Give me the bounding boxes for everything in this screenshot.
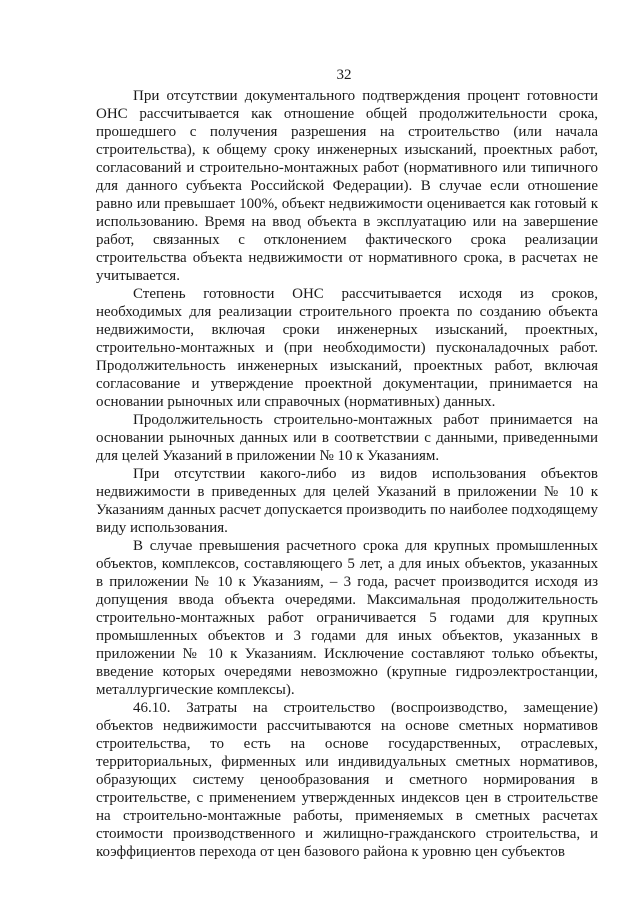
paragraph-readiness-without-docs: При отсутствии документального подтверждения процент готовности ОНС рассчитывается как отношение общей продолжительности срока, прошедшего с получения разрешения на строительство (или начала строительства), к общему сроку инженерных изысканий, проектных работ, согласований и строительно-монтажных работ (нормативного или типичного для данного субъекта Российской Федерации). В случае если отношение равно или превышает 100%, объект недвижимости оценивается как готовый к использованию. Время на ввод объекта в эксплуатацию или на завершение работ, связанных с отклонением фактического срока реализации строительства объекта недвижимости от нормативного срока, в расчетах не учитывается. <box>96 88 598 284</box>
paragraph-missing-usage-type: При отсутствии какого-либо из видов использования объектов недвижимости в приведенных для целей Указаний в приложении № 10 к Указаниям данных расчет допускается производить по наиболее подходящему виду использования. <box>96 466 598 536</box>
paragraph-construction-costs: 46.10. Затраты на строительство (воспроизводство, замещение) объектов недвижимости рассчитываются на основе сметных нормативов строительства, то есть на основе государственных, отраслевых, территориальных, фирменных или индивидуальных сметных нормативов, образующих систему ценообразования и сметного нормирования в строительстве, с применением утвержденных индексов цен в строительстве на строительно-монтажные работы, применяемых в сметных расчетах стоимости производственного и жилищно-гражданского строительства, и коэффициентов перехода от цен базового района к уровню цен субъектов <box>96 700 598 860</box>
paragraph-construction-duration: Продолжительность строительно-монтажных работ принимается на основании рыночных данных или в соответствии с данными, приведенными для целей Указаний в приложении № 10 к Указаниям. <box>96 412 598 464</box>
paragraph-readiness-degree: Степень готовности ОНС рассчитывается исходя из сроков, необходимых для реализации строительного проекта по созданию объекта недвижимости, включая сроки инженерных изысканий, проектных, строительно-монтажных и (при необходимости) пусконаладочных работ. Продолжительность инженерных изысканий, проектных работ, включая согласование и утверждение проектной документации, принимается на основании рыночных или справочных (нормативных) данных. <box>96 286 598 410</box>
paragraph-exceeding-term: В случае превышения расчетного срока для крупных промышленных объектов, комплексов, составляющего 5 лет, а для иных объектов, указанных в приложении № 10 к Указаниям, – 3 года, расчет производится исходя из допущения ввода объекта очередями. Максимальная продолжительность строительно-монтажных работ ограничивается 5 годами для крупных промышленных объектов и 3 годами для иных объектов, указанных в приложении № 10 к Указаниям. Исключение составляют только объекты, введение которых очередями невозможно (крупные гидроэлектростанции, металлургические комплексы). <box>96 538 598 698</box>
page-number: 32 <box>336 67 352 83</box>
document-body <box>96 87 598 861</box>
